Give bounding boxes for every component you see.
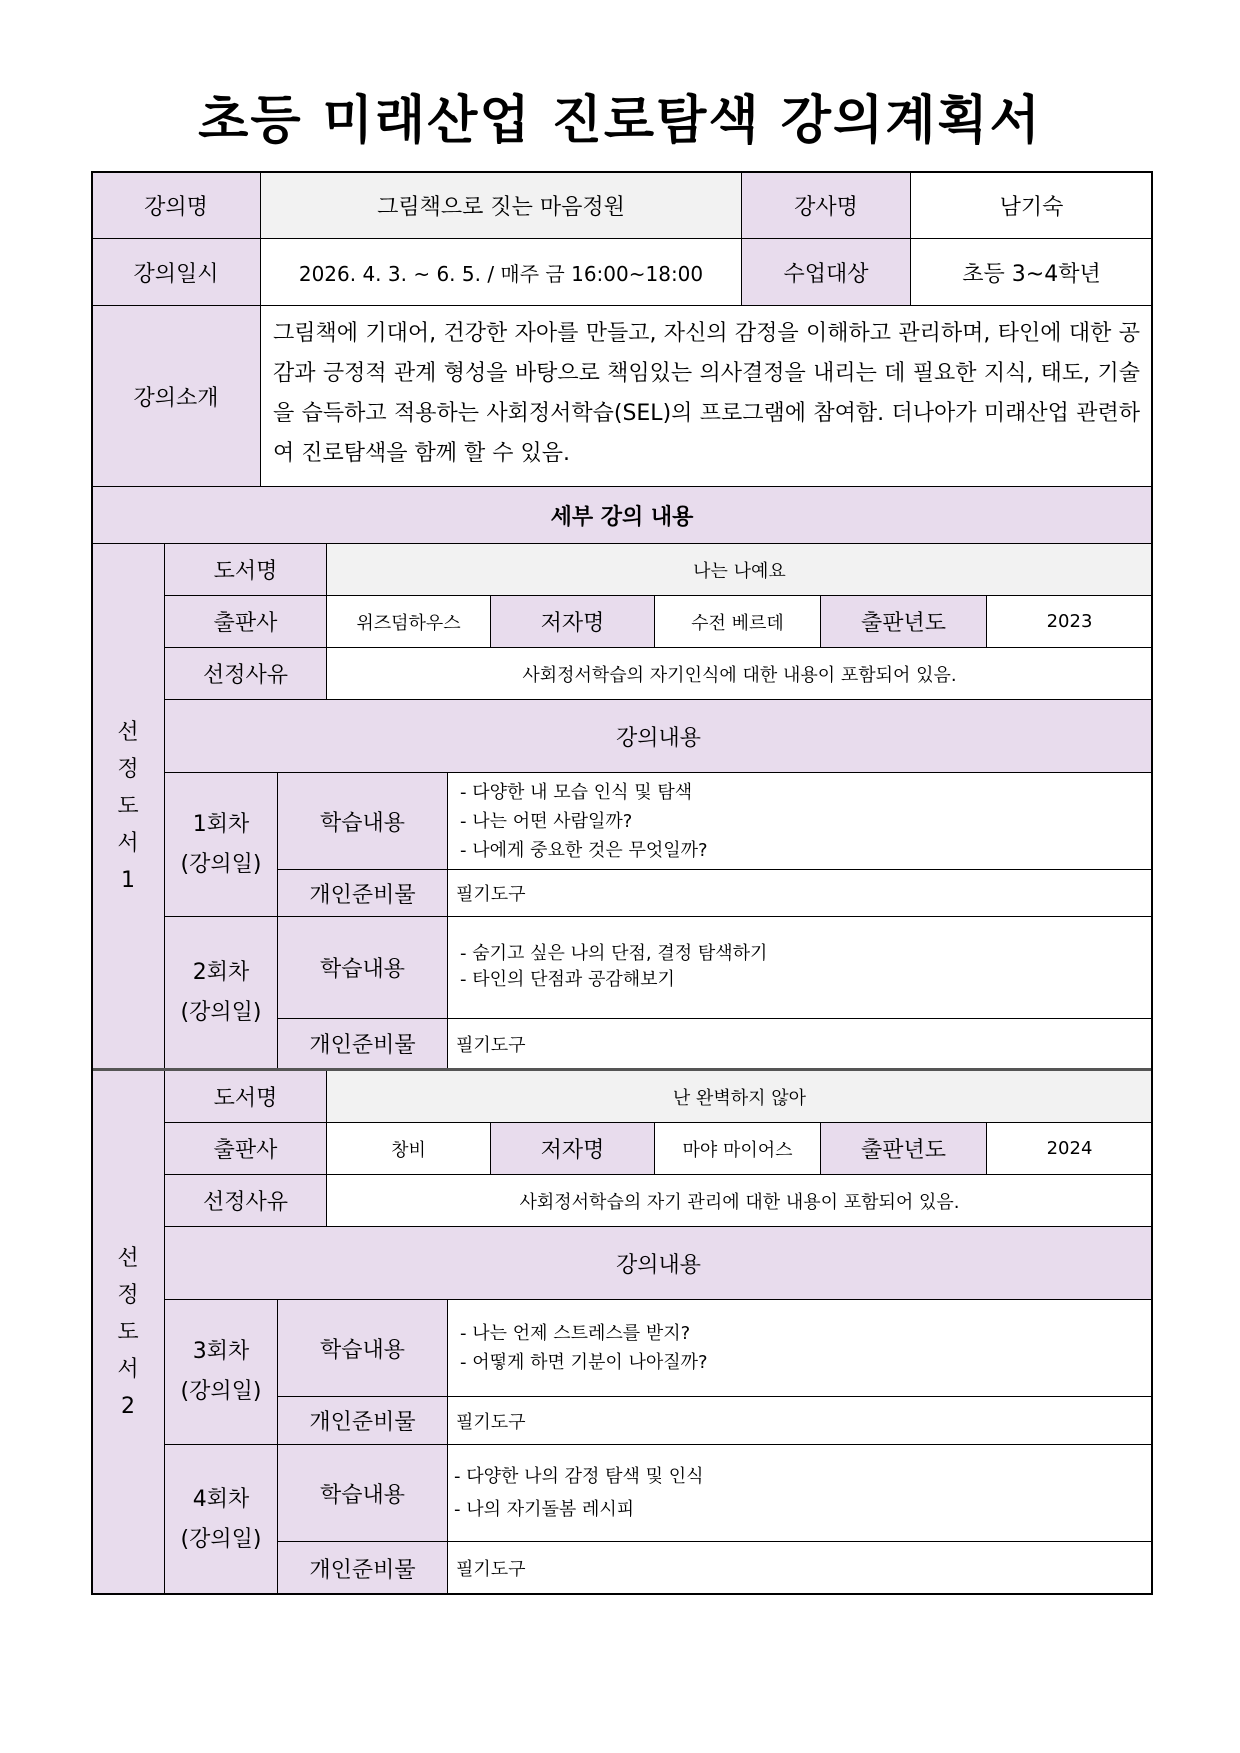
list-item: - 숨기고 싶은 나의 단점, 결정 탐색하기: [460, 943, 768, 964]
session-name: 4회차: [192, 1486, 250, 1512]
session-2-materials: 필기도구: [447, 1018, 1153, 1069]
schedule-value: 2026. 4. 3. ~ 6. 5. / 매주 금 16:00~18:00: [260, 238, 742, 306]
book1-label-char: 정: [117, 757, 139, 782]
session-4-learning: [447, 1444, 1153, 1542]
intro-label: 강의소개: [91, 305, 261, 487]
book1-year-label: 출판년도: [820, 595, 987, 648]
list-item: - 나는 어떤 사람일까?: [460, 811, 633, 832]
book1-author: 수전 베르데: [654, 595, 821, 648]
session-2-learning-label: 학습내용: [277, 916, 448, 1019]
book1-label-char: 선: [117, 720, 139, 745]
book2-content-header: 강의내용: [164, 1226, 1153, 1300]
book2-year-label: 출판년도: [820, 1122, 987, 1175]
session-3-learning-label: 학습내용: [277, 1299, 448, 1397]
book1-reason: 사회정서학습의 자기인식에 대한 내용이 포함되어 있음.: [326, 647, 1153, 700]
intro-text: 그림책에 기대어, 건강한 자아를 만들고, 자신의 감정을 이해하고 관리하며, 타인에 대한 공감과 긍정적 관계 형성을 바탕으로 책임있는 의사결정을 내리는 데 필요한 지식, 태도, 기술을 습득하고 적용하는 사회정서학습(SEL)의 프로그램에 참여함. 더나아가 미래산업 관련하여 진로탐색을 함께 할 수 있음.: [260, 305, 1153, 487]
session-4-materials: 필기도구: [447, 1541, 1153, 1595]
session-1-label: [164, 772, 278, 917]
session-3-materials-label: 개인준비물: [277, 1396, 448, 1445]
book1-title: 나는 나예요: [326, 543, 1153, 596]
book1-label-char: 도: [117, 794, 139, 819]
session-2-label: [164, 916, 278, 1069]
section-title: 세부 강의 내용: [91, 486, 1153, 544]
session-1-learning: [447, 772, 1153, 870]
session-1-learning-label: 학습내용: [277, 772, 448, 870]
book2-title: 난 완벽하지 않아: [326, 1070, 1153, 1123]
list-item: - 나는 언제 스트레스를 받지?: [460, 1323, 691, 1344]
book1-label: [91, 543, 165, 1070]
book2-title-label: 도서명: [164, 1070, 327, 1123]
session-name: 3회차: [192, 1339, 250, 1364]
book2-label-char: 정: [117, 1283, 139, 1308]
book1-title-label: 도서명: [164, 543, 327, 596]
book2-label-char: 2: [121, 1394, 135, 1419]
course-name-label: 강의명: [91, 171, 261, 239]
book1-reason-label: 선정사유: [164, 647, 327, 700]
session-1-materials-label: 개인준비물: [277, 869, 448, 917]
book2-label-char: 서: [117, 1357, 139, 1382]
session-2-materials-label: 개인준비물: [277, 1018, 448, 1069]
book1-label-char: 서: [117, 831, 139, 856]
book2-reason-label: 선정사유: [164, 1174, 327, 1227]
book1-content-header: 강의내용: [164, 699, 1153, 773]
target-value: 초등 3~4학년: [910, 238, 1153, 306]
book-separator: [91, 1068, 1153, 1071]
book2-year: 2024: [986, 1122, 1153, 1175]
session-3-learning: [447, 1299, 1153, 1397]
book1-author-label: 저자명: [490, 595, 655, 648]
session-sub: (강의일): [180, 851, 262, 877]
book1-label-char: 1: [121, 868, 135, 893]
book2-author-label: 저자명: [490, 1122, 655, 1175]
book1-publisher: 위즈덤하우스: [326, 595, 491, 648]
session-name: 1회차: [192, 811, 250, 837]
session-3-label: [164, 1299, 278, 1445]
list-item: - 나에게 중요한 것은 무엇일까?: [460, 840, 708, 861]
list-item: - 나의 자기돌봄 레시피: [454, 1499, 635, 1520]
session-sub: (강의일): [180, 1526, 262, 1552]
session-4-materials-label: 개인준비물: [277, 1541, 448, 1595]
list-item: - 다양한 나의 감정 탐색 및 인식: [454, 1466, 704, 1487]
session-name: 2회차: [192, 959, 250, 985]
instructor-value: 남기숙: [910, 171, 1153, 239]
session-sub: (강의일): [180, 999, 262, 1025]
session-2-learning: [447, 916, 1153, 1019]
instructor-label: 강사명: [741, 171, 911, 239]
session-4-learning-label: 학습내용: [277, 1444, 448, 1542]
schedule-label: 강의일시: [91, 238, 261, 306]
session-sub: (강의일): [180, 1379, 262, 1404]
book2-label-char: 도: [117, 1320, 139, 1345]
session-1-materials: 필기도구: [447, 869, 1153, 917]
book1-year: 2023: [986, 595, 1153, 648]
book1-publisher-label: 출판사: [164, 595, 327, 648]
book2-label: [91, 1070, 165, 1595]
course-name-value: 그림책으로 짓는 마음정원: [260, 171, 742, 239]
session-4-label: [164, 1444, 278, 1595]
page-title: 초등 미래산업 진로탐색 강의계획서: [198, 91, 1042, 151]
list-item: - 다양한 내 모습 인식 및 탐색: [460, 782, 693, 803]
book2-author: 마야 마이어스: [654, 1122, 821, 1175]
session-3-materials: 필기도구: [447, 1396, 1153, 1445]
book2-label-char: 선: [117, 1246, 139, 1271]
list-item: - 어떻게 하면 기분이 나아질까?: [460, 1352, 708, 1373]
book2-reason: 사회정서학습의 자기 관리에 대한 내용이 포함되어 있음.: [326, 1174, 1153, 1227]
list-item: - 타인의 단점과 공감해보기: [460, 969, 675, 990]
book2-publisher: 창비: [326, 1122, 491, 1175]
target-label: 수업대상: [741, 238, 911, 306]
book2-publisher-label: 출판사: [164, 1122, 327, 1175]
